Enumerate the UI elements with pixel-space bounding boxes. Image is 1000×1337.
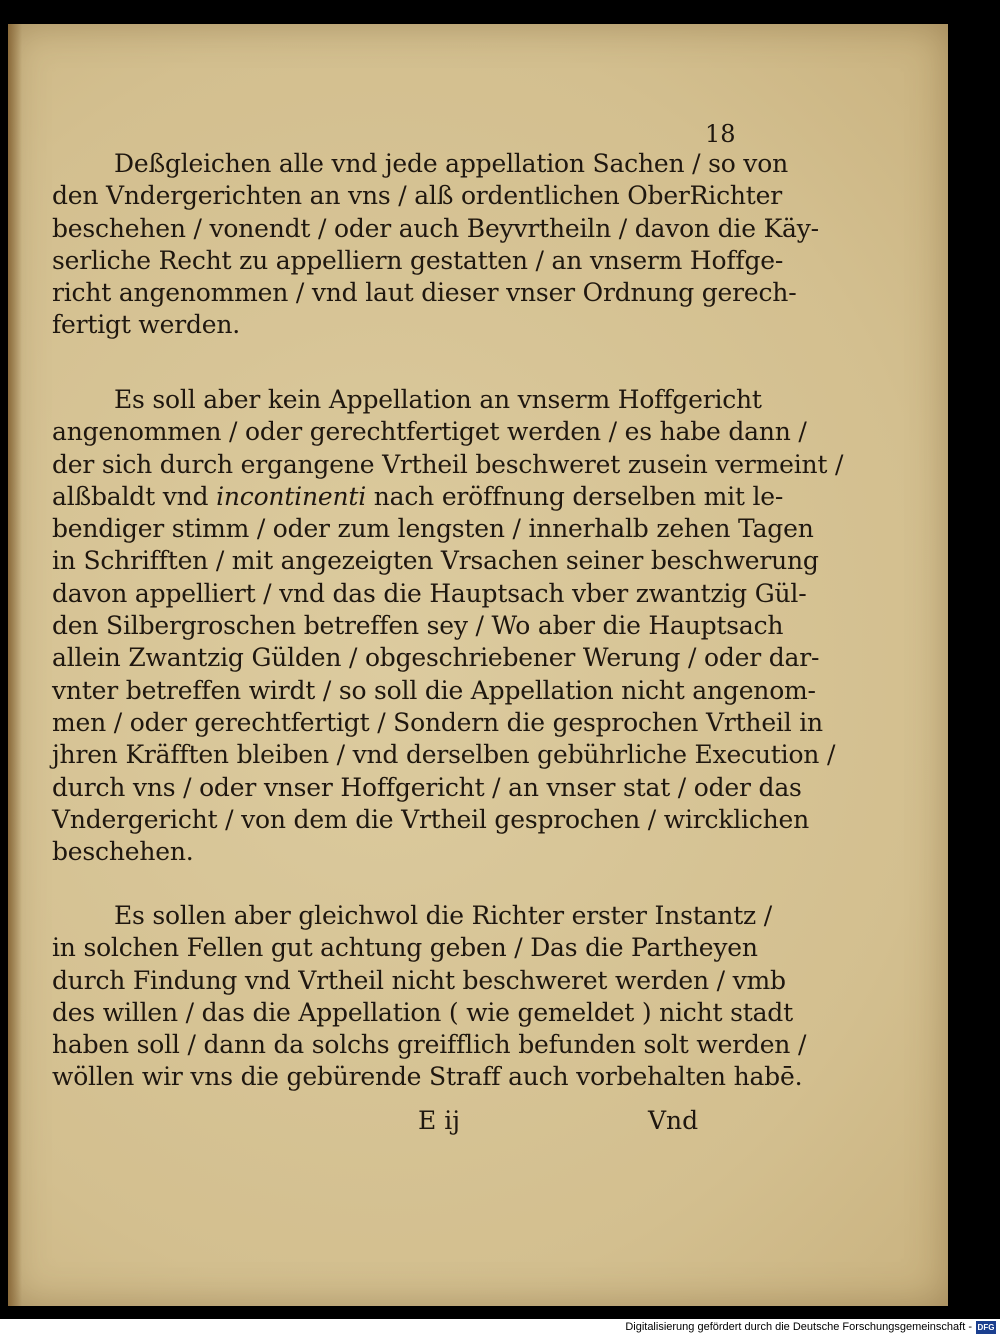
text-line: haben soll / dann da solchs greifflich befunden solt werden / — [52, 1030, 807, 1060]
text-line: der sich durch ergangene Vrtheil beschweret zusein vermeint / — [52, 449, 844, 479]
text-line: beschehen. — [52, 837, 194, 867]
text-line: durch vns / oder vnser Hoffgericht / an vnser stat / oder das — [52, 772, 802, 802]
text-line: den Vndergerichten an vns / alß ordentlichen OberRichter — [52, 181, 782, 211]
text-line: fertigt werden. — [52, 310, 241, 340]
paragraph-2 — [52, 384, 844, 868]
text-line: jhren Kräfften bleiben / vnd derselben gebührliche Execution / — [52, 740, 836, 770]
paragraph-1 — [52, 148, 819, 342]
text-line: Deßgleichen alle vnd jede appellation Sachen / so von — [114, 149, 788, 178]
text-line: durch Findung vnd Vrtheil nicht beschweret werden / vmb — [52, 965, 786, 995]
funding-notice: Digitalisierung gefördert durch die Deutsche Forschungsgemeinschaft - — [625, 1321, 972, 1333]
text-line: in Schrifften / mit angezeigten Vrsachen seiner beschwerung — [52, 546, 819, 576]
book-page — [8, 24, 948, 1306]
text-line — [52, 481, 784, 513]
text-line: serliche Recht zu appelliern gestatten / an vnserm Hoffge- — [52, 245, 784, 275]
text-line: Es sollen aber gleichwol die Richter erster Instantz / — [114, 901, 772, 930]
catchword: Vnd — [648, 1106, 699, 1135]
text-line: des willen / das die Appellation ( wie gemeldet ) nicht stadt — [52, 997, 793, 1027]
signature-mark: E ij — [418, 1106, 460, 1135]
page-number: 18 — [705, 120, 736, 148]
text-line: richt angenommen / vnd laut dieser vnser Ordnung gerech- — [52, 278, 797, 308]
italic-latin-term: incontinenti — [216, 481, 367, 511]
text-line: wöllen wir vns die gebürende Straff auch vorbehalten habē. — [52, 1062, 803, 1092]
text-line: beschehen / vonendt / oder auch Beyvrtheiln / davon die Käy- — [52, 213, 819, 243]
paragraph-3 — [52, 900, 807, 1094]
footer-bar — [0, 1319, 1000, 1337]
text-line: in solchen Fellen gut achtung geben / Das die Partheyen — [52, 933, 758, 963]
text-line: davon appelliert / vnd das die Hauptsach vber zwantzig Gül- — [52, 578, 807, 608]
text-line: Es soll aber kein Appellation an vnserm Hoffgericht — [114, 385, 762, 414]
text-line: bendiger stimm / oder zum lengsten / innerhalb zehen Tagen — [52, 514, 814, 544]
text-segment: nach eröffnung derselben mit le- — [366, 481, 784, 511]
text-line: angenommen / oder gerechtfertiget werden / es habe dann / — [52, 417, 807, 447]
text-line: allein Zwantzig Gülden / obgeschriebener Werung / oder dar- — [52, 643, 820, 673]
text-line: Vndergericht / von dem die Vrtheil gesprochen / wircklichen — [52, 804, 810, 834]
text-line: vnter betreffen wirdt / so soll die Appellation nicht angenom- — [52, 675, 816, 705]
page-foot — [8, 1106, 948, 1140]
text-line: men / oder gerechtfertigt / Sondern die gesprochen Vrtheil in — [52, 707, 823, 737]
dfg-logo: DFG — [977, 1323, 995, 1332]
text-segment: alßbaldt vnd — [52, 481, 217, 511]
text-line: den Silbergroschen betreffen sey / Wo aber die Hauptsach — [52, 611, 784, 641]
